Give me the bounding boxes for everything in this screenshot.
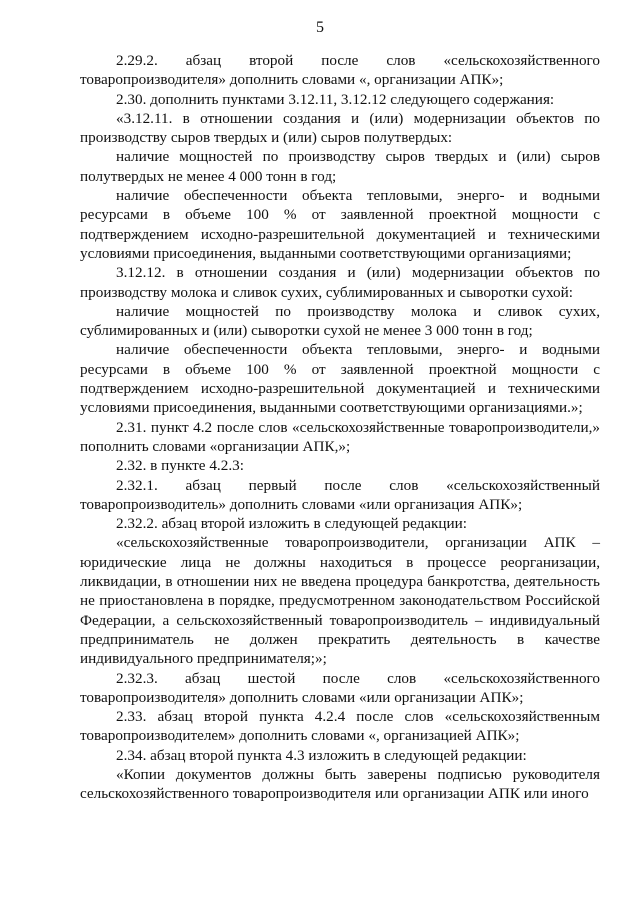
paragraph-3-12-12: 3.12.12. в отношении создания и (или) модернизации объектов по производству молока и сливок сухих, сублимированных и сыворотки сухой:	[80, 264, 600, 301]
paragraph-2-32-1: 2.32.1. абзац первый после слов «сельскохозяйственный товаропроизводитель» дополнить словами «или организация АПК»;	[80, 476, 600, 513]
paragraph-2-33: 2.33. абзац второй пункта 4.2.4 после слов «сельскохозяйственным товаропроизводителем» дополнить словами «, организацией АПК»;	[80, 708, 600, 745]
paragraph-2-34: 2.34. абзац второй пункта 4.3 изложить в следующей редакции:	[116, 746, 527, 764]
paragraph-new-wording: «сельскохозяйственные товаропроизводители, организации АПК – юридические лица не должны находиться в процессе реорганизации, ликвидации, в отношении них не введена процедура банкротства, деятельность не приостановлена в порядке, предусмотренном законодательством Российской Федерации, а сельскохозяйственный товаропроизводитель – индивидуальный предприниматель не должен прекратить деятельность в качестве индивидуального предпринимателя;»;	[80, 534, 600, 668]
paragraph-2-30: 2.30. дополнить пунктами 3.12.11, 3.12.12 следующего содержания:	[116, 90, 555, 108]
paragraph-milk-resources: наличие обеспеченности объекта тепловыми, энерго- и водными ресурсами в объеме 100 % от заявленной проектной мощности с подтверждением исходно-разрешительной документацией и техническими условиями присоединения, выданными соответствующими организациями.»;	[80, 341, 600, 417]
paragraph-cheese-resources: наличие обеспеченности объекта тепловыми, энерго- и водными ресурсами в объеме 100 % от заявленной проектной мощности с подтверждением исходно-разрешительной документацией и техническими условиями присоединения, выданными соответствующими организациями;	[80, 187, 600, 262]
paragraph-2-32-2: 2.32.2. абзац второй изложить в следующей редакции:	[116, 515, 467, 533]
paragraph-cheese-capacity: наличие мощностей по производству сыров твердых и (или) сыров полутвердых не менее 4 000 тонн в год;	[80, 148, 600, 185]
paragraph-2-32: 2.32. в пункте 4.2.3:	[116, 457, 244, 475]
paragraph-3-12-11: «3.12.11. в отношении создания и (или) модернизации объектов по производству сыров твердых и (или) сыров полутвердых:	[80, 109, 600, 147]
paragraph-2-29-2: 2.29.2. абзац второй после слов «сельскохозяйственного товаропроизводителя» дополнить словами «, организации АПК»;	[80, 52, 600, 89]
paragraph-2-31: 2.31. пункт 4.2 после слов «сельскохозяйственные товаропроизводители,» пополнить словами «организации АПК,»;	[80, 418, 600, 455]
page-number: 5	[316, 19, 324, 36]
document-body	[80, 51, 600, 804]
paragraph-copies-certified: «Копии документов должны быть заверены подписью руководителя сельскохозяйственного товаропроизводителя или организации АПК или иного	[80, 765, 600, 803]
paragraph-2-32-3: 2.32.3. абзац шестой после слов «сельскохозяйственного товаропроизводителя» дополнить словами «или организации АПК»;	[80, 669, 600, 706]
paragraph-milk-capacity: наличие мощностей по производству молока и сливок сухих, сублимированных и (или) сыворотки сухой не менее 3 000 тонн в год;	[80, 302, 600, 340]
